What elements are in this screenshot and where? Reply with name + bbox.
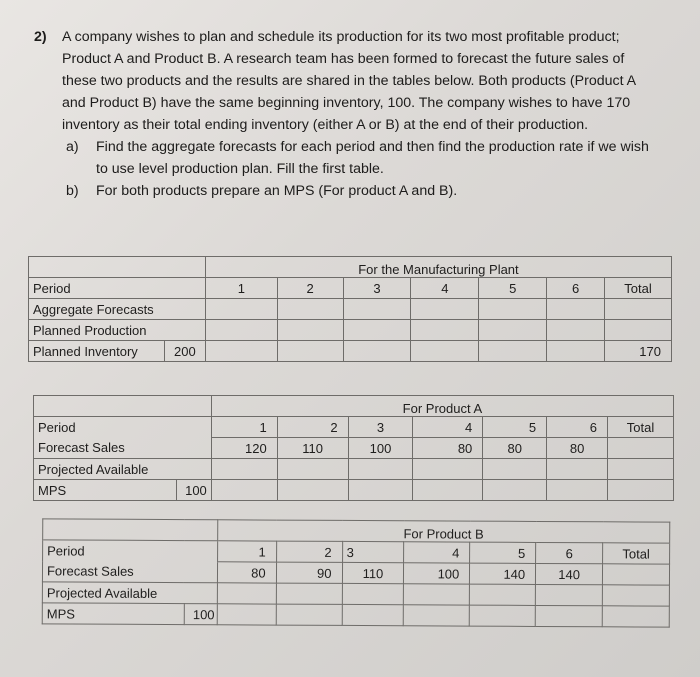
part-a-label: a) — [66, 139, 79, 155]
product-a-table — [33, 395, 674, 501]
aggregate-forecasts-label: Aggregate Forecasts — [29, 299, 206, 320]
input-cell[interactable] — [535, 605, 602, 626]
projected-available-label: Projected Available — [34, 459, 212, 480]
part-b-text: For both products prepare an MPS (For product A and B). — [96, 183, 458, 199]
input-cell[interactable] — [479, 299, 547, 320]
input-cell[interactable] — [536, 584, 603, 605]
input-cell[interactable] — [411, 320, 479, 341]
input-cell[interactable] — [411, 299, 479, 320]
input-cell[interactable] — [217, 604, 276, 625]
forecast-value: 80 — [413, 438, 483, 459]
question-body — [62, 26, 686, 136]
input-cell[interactable] — [602, 606, 669, 627]
input-cell[interactable] — [483, 480, 547, 501]
input-cell[interactable] — [205, 341, 277, 362]
input-cell[interactable] — [470, 605, 536, 626]
question-line: inventory as their total ending inventory (either A or B) at the end of their production. — [62, 117, 589, 133]
period-cell: 6 — [547, 417, 608, 438]
input-cell[interactable] — [211, 459, 277, 480]
input-cell[interactable] — [348, 480, 413, 501]
input-cell[interactable] — [211, 480, 277, 501]
forecast-value: 120 — [211, 438, 277, 459]
period-cell: 2 — [276, 541, 342, 562]
period-cell: 4 — [411, 278, 479, 299]
period-cell: 5 — [470, 542, 536, 563]
forecast-value: 140 — [470, 563, 536, 584]
projected-available-label: Projected Available — [42, 582, 217, 604]
total-label: Total — [608, 417, 674, 438]
input-cell[interactable] — [277, 459, 348, 480]
period-label: Period — [43, 540, 218, 562]
forecast-value: 100 — [404, 563, 470, 584]
forecast-value: 80 — [483, 438, 547, 459]
input-cell[interactable] — [479, 341, 547, 362]
input-cell[interactable] — [608, 459, 674, 480]
beginning-inventory: 100 — [176, 480, 211, 501]
input-cell[interactable] — [605, 299, 672, 320]
input-cell[interactable] — [608, 480, 674, 501]
forecast-value: 110 — [277, 438, 348, 459]
period-cell: 2 — [277, 417, 348, 438]
forecast-value: 140 — [536, 563, 603, 584]
input-cell[interactable] — [470, 584, 536, 605]
total-label: Total — [603, 543, 670, 564]
period-cell: 3 — [348, 417, 413, 438]
period-cell: 1 — [217, 541, 276, 562]
question-line: and Product B) have the same beginning inventory, 100. The company wishes to have 170 — [62, 95, 631, 111]
input-cell[interactable] — [342, 583, 404, 604]
period-cell: 1 — [211, 417, 277, 438]
part-a-line: Find the aggregate forecasts for each period and then find the production rate if we wish — [96, 139, 649, 155]
input-cell[interactable] — [205, 320, 277, 341]
period-cell: 4 — [413, 417, 483, 438]
input-cell[interactable] — [205, 299, 277, 320]
input-cell[interactable] — [277, 480, 348, 501]
input-cell[interactable] — [605, 320, 672, 341]
input-cell[interactable] — [404, 584, 470, 605]
input-cell[interactable] — [217, 583, 276, 604]
period-cell: 4 — [404, 542, 470, 563]
period-cell: 2 — [277, 278, 343, 299]
plant-table-title: For the Manufacturing Plant — [205, 257, 671, 278]
input-cell[interactable] — [343, 320, 411, 341]
input-cell[interactable] — [547, 480, 608, 501]
planned-production-label: Planned Production — [29, 320, 206, 341]
input-cell[interactable] — [343, 341, 411, 362]
input-cell[interactable] — [483, 459, 547, 480]
input-cell[interactable] — [276, 583, 342, 604]
question-number: 2) — [34, 29, 47, 45]
input-cell[interactable] — [547, 459, 608, 480]
input-cell[interactable] — [602, 585, 669, 606]
beginning-inventory: 200 — [164, 341, 205, 362]
ending-inventory-total: 170 — [605, 341, 672, 362]
product-b-table — [42, 518, 671, 627]
period-cell: 5 — [479, 278, 547, 299]
input-cell[interactable] — [277, 320, 343, 341]
input-cell[interactable] — [277, 341, 343, 362]
period-cell: 6 — [536, 542, 603, 563]
input-cell[interactable] — [342, 604, 404, 625]
planned-inventory-label: Planned Inventory — [29, 341, 165, 362]
input-cell[interactable] — [547, 299, 605, 320]
question-line: these two products and the results are shared in the tables below. Both products (Product A — [62, 73, 637, 89]
period-cell: 3 — [342, 541, 404, 562]
forecast-value: 90 — [276, 562, 342, 583]
period-label: Period — [34, 417, 212, 438]
period-cell: 6 — [547, 278, 605, 299]
part-a-line: to use level production plan. Fill the first table. — [96, 161, 384, 177]
forecast-value: 80 — [547, 438, 608, 459]
product-a-title: For Product A — [211, 396, 673, 417]
question-line: A company wishes to plan and schedule its production for its two most profitable product; — [62, 29, 620, 45]
question-line: Product A and Product B. A research team has been formed to forecast the future sales of — [62, 51, 625, 67]
plant-table — [28, 256, 672, 362]
period-cell: 5 — [483, 417, 547, 438]
forecast-sales-label: Forecast Sales — [42, 561, 217, 583]
input-cell[interactable] — [348, 459, 413, 480]
period-cell: 1 — [205, 278, 277, 299]
input-cell[interactable] — [547, 341, 605, 362]
input-cell[interactable] — [413, 480, 483, 501]
input-cell[interactable] — [277, 299, 343, 320]
input-cell[interactable] — [602, 564, 669, 585]
input-cell[interactable] — [343, 299, 411, 320]
part-a — [62, 136, 686, 180]
mps-label: MPS — [42, 603, 184, 625]
product-b-title: For Product B — [217, 520, 669, 543]
input-cell[interactable] — [479, 320, 547, 341]
input-cell[interactable] — [413, 459, 483, 480]
forecast-value: 80 — [217, 562, 276, 583]
total-label: Total — [605, 278, 672, 299]
part-b-label: b) — [66, 183, 79, 199]
forecast-sales-label: Forecast Sales — [34, 438, 212, 459]
forecast-value: 110 — [342, 562, 404, 583]
question-text — [18, 26, 686, 202]
input-cell[interactable] — [411, 341, 479, 362]
input-cell[interactable] — [276, 604, 342, 625]
input-cell[interactable] — [608, 438, 674, 459]
beginning-inventory: 100 — [184, 604, 217, 625]
part-b — [62, 180, 686, 202]
period-label: Period — [29, 278, 206, 299]
period-cell: 3 — [343, 278, 411, 299]
mps-label: MPS — [34, 480, 177, 501]
input-cell[interactable] — [404, 605, 470, 626]
input-cell[interactable] — [547, 320, 605, 341]
forecast-value: 100 — [348, 438, 413, 459]
